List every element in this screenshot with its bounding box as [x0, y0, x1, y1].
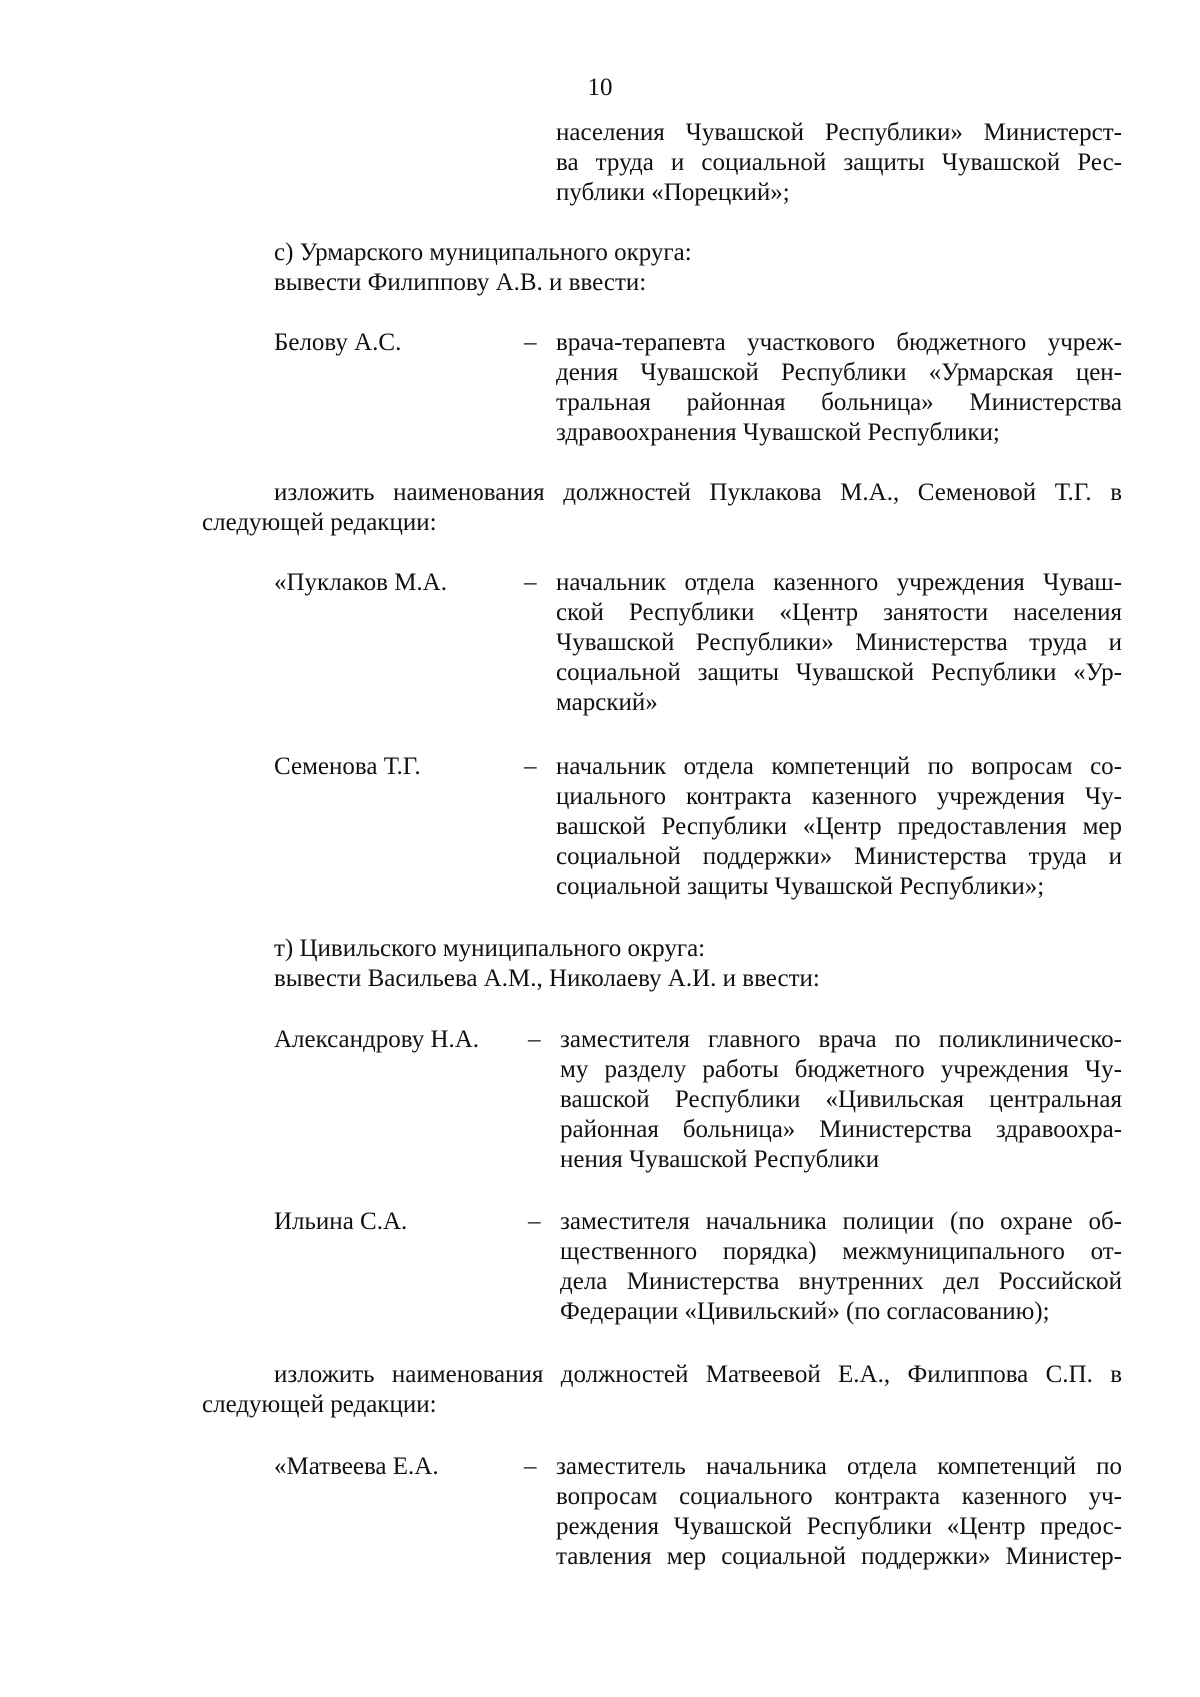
position-line: социальной защиты Чувашской Республики»;	[556, 873, 1045, 900]
position-line: здравоохранения Чувашской Республики;	[556, 419, 1000, 446]
section-heading: т) Цивильского муниципального округа:	[274, 935, 706, 962]
position-line: заместителя главного врача по поликлиническо-	[560, 1026, 1122, 1053]
dash: –	[524, 329, 537, 356]
section-heading: с) Урмарского муниципального округа:	[274, 239, 692, 266]
dash: –	[528, 1208, 541, 1235]
dash: –	[524, 1453, 537, 1480]
section-instruction: вывести Васильева А.М., Николаеву А.И. и ввести:	[274, 965, 820, 992]
person-name: Белову А.С.	[274, 329, 402, 356]
position-line: ской Республики «Центр занятости населения	[556, 599, 1122, 626]
person-name: «Матвеева Е.А.	[274, 1453, 439, 1480]
section-instruction: вывести Филиппову А.В. и ввести:	[274, 269, 647, 296]
position-line: вашской Республики «Центр предоставления мер	[556, 813, 1122, 840]
position-line: заместителя начальника полиции (по охране об-	[560, 1208, 1122, 1235]
dash: –	[524, 753, 537, 780]
position-line: циального контракта казенного учреждения Чу-	[556, 783, 1122, 810]
position-line: дела Министерства внутренних дел Российской	[560, 1268, 1122, 1295]
position-line: социальной поддержки» Министерства труда и	[556, 843, 1122, 870]
position-line: начальник отдела казенного учреждения Чуваш-	[556, 569, 1122, 596]
position-line: дения Чувашской Республики «Урмарская цен-	[556, 359, 1122, 386]
person-name: Ильина С.А.	[274, 1208, 408, 1235]
person-name: Александрову Н.А.	[274, 1026, 480, 1053]
position-line: заместитель начальника отдела компетенций по	[556, 1453, 1122, 1480]
position-line: му разделу работы бюджетного учреждения Чу-	[560, 1056, 1122, 1083]
position-line: районная больница» Министерства здравоохра-	[560, 1116, 1122, 1143]
position-line: врача-терапевта участкового бюджетного учреж-	[556, 329, 1122, 356]
page-number: 10	[587, 74, 613, 101]
dash: –	[528, 1026, 541, 1053]
position-line: марский»	[556, 689, 658, 716]
change-instruction: изложить наименования должностей Матвеевой Е.А., Филиппова С.П. в	[274, 1361, 1122, 1388]
person-name: Семенова Т.Г.	[274, 753, 421, 780]
position-line: Федерации «Цивильский» (по согласованию);	[560, 1298, 1050, 1325]
dash: –	[524, 569, 537, 596]
change-instruction: следующей редакции:	[202, 509, 437, 536]
position-line: тральная районная больница» Министерства	[556, 389, 1122, 416]
position-line: социальной защиты Чувашской Республики «Ур-	[556, 659, 1122, 686]
position-line: тавления мер социальной поддержки» Министер-	[556, 1543, 1122, 1570]
position-line: вашской Республики «Цивильская центральная	[560, 1086, 1122, 1113]
position-line: Чувашской Республики» Министерства труда и	[556, 629, 1122, 656]
position-line: начальник отдела компетенций по вопросам со-	[556, 753, 1122, 780]
change-instruction: следующей редакции:	[202, 1391, 437, 1418]
position-line: реждения Чувашской Республики «Центр предос-	[556, 1513, 1122, 1540]
text-line: публики «Порецкий»;	[556, 179, 790, 206]
text-line: населения Чувашской Республики» Министерст-	[556, 119, 1122, 146]
person-name: «Пуклаков М.А.	[274, 569, 447, 596]
text-line: ва труда и социальной защиты Чувашской Рес-	[556, 149, 1122, 176]
position-line: вопросам социального контракта казенного уч-	[556, 1483, 1122, 1510]
position-line: нения Чувашской Республики	[560, 1146, 880, 1173]
position-line: щественного порядка) межмуниципального от-	[560, 1238, 1122, 1265]
change-instruction: изложить наименования должностей Пуклакова М.А., Семеновой Т.Г. в	[274, 479, 1122, 506]
